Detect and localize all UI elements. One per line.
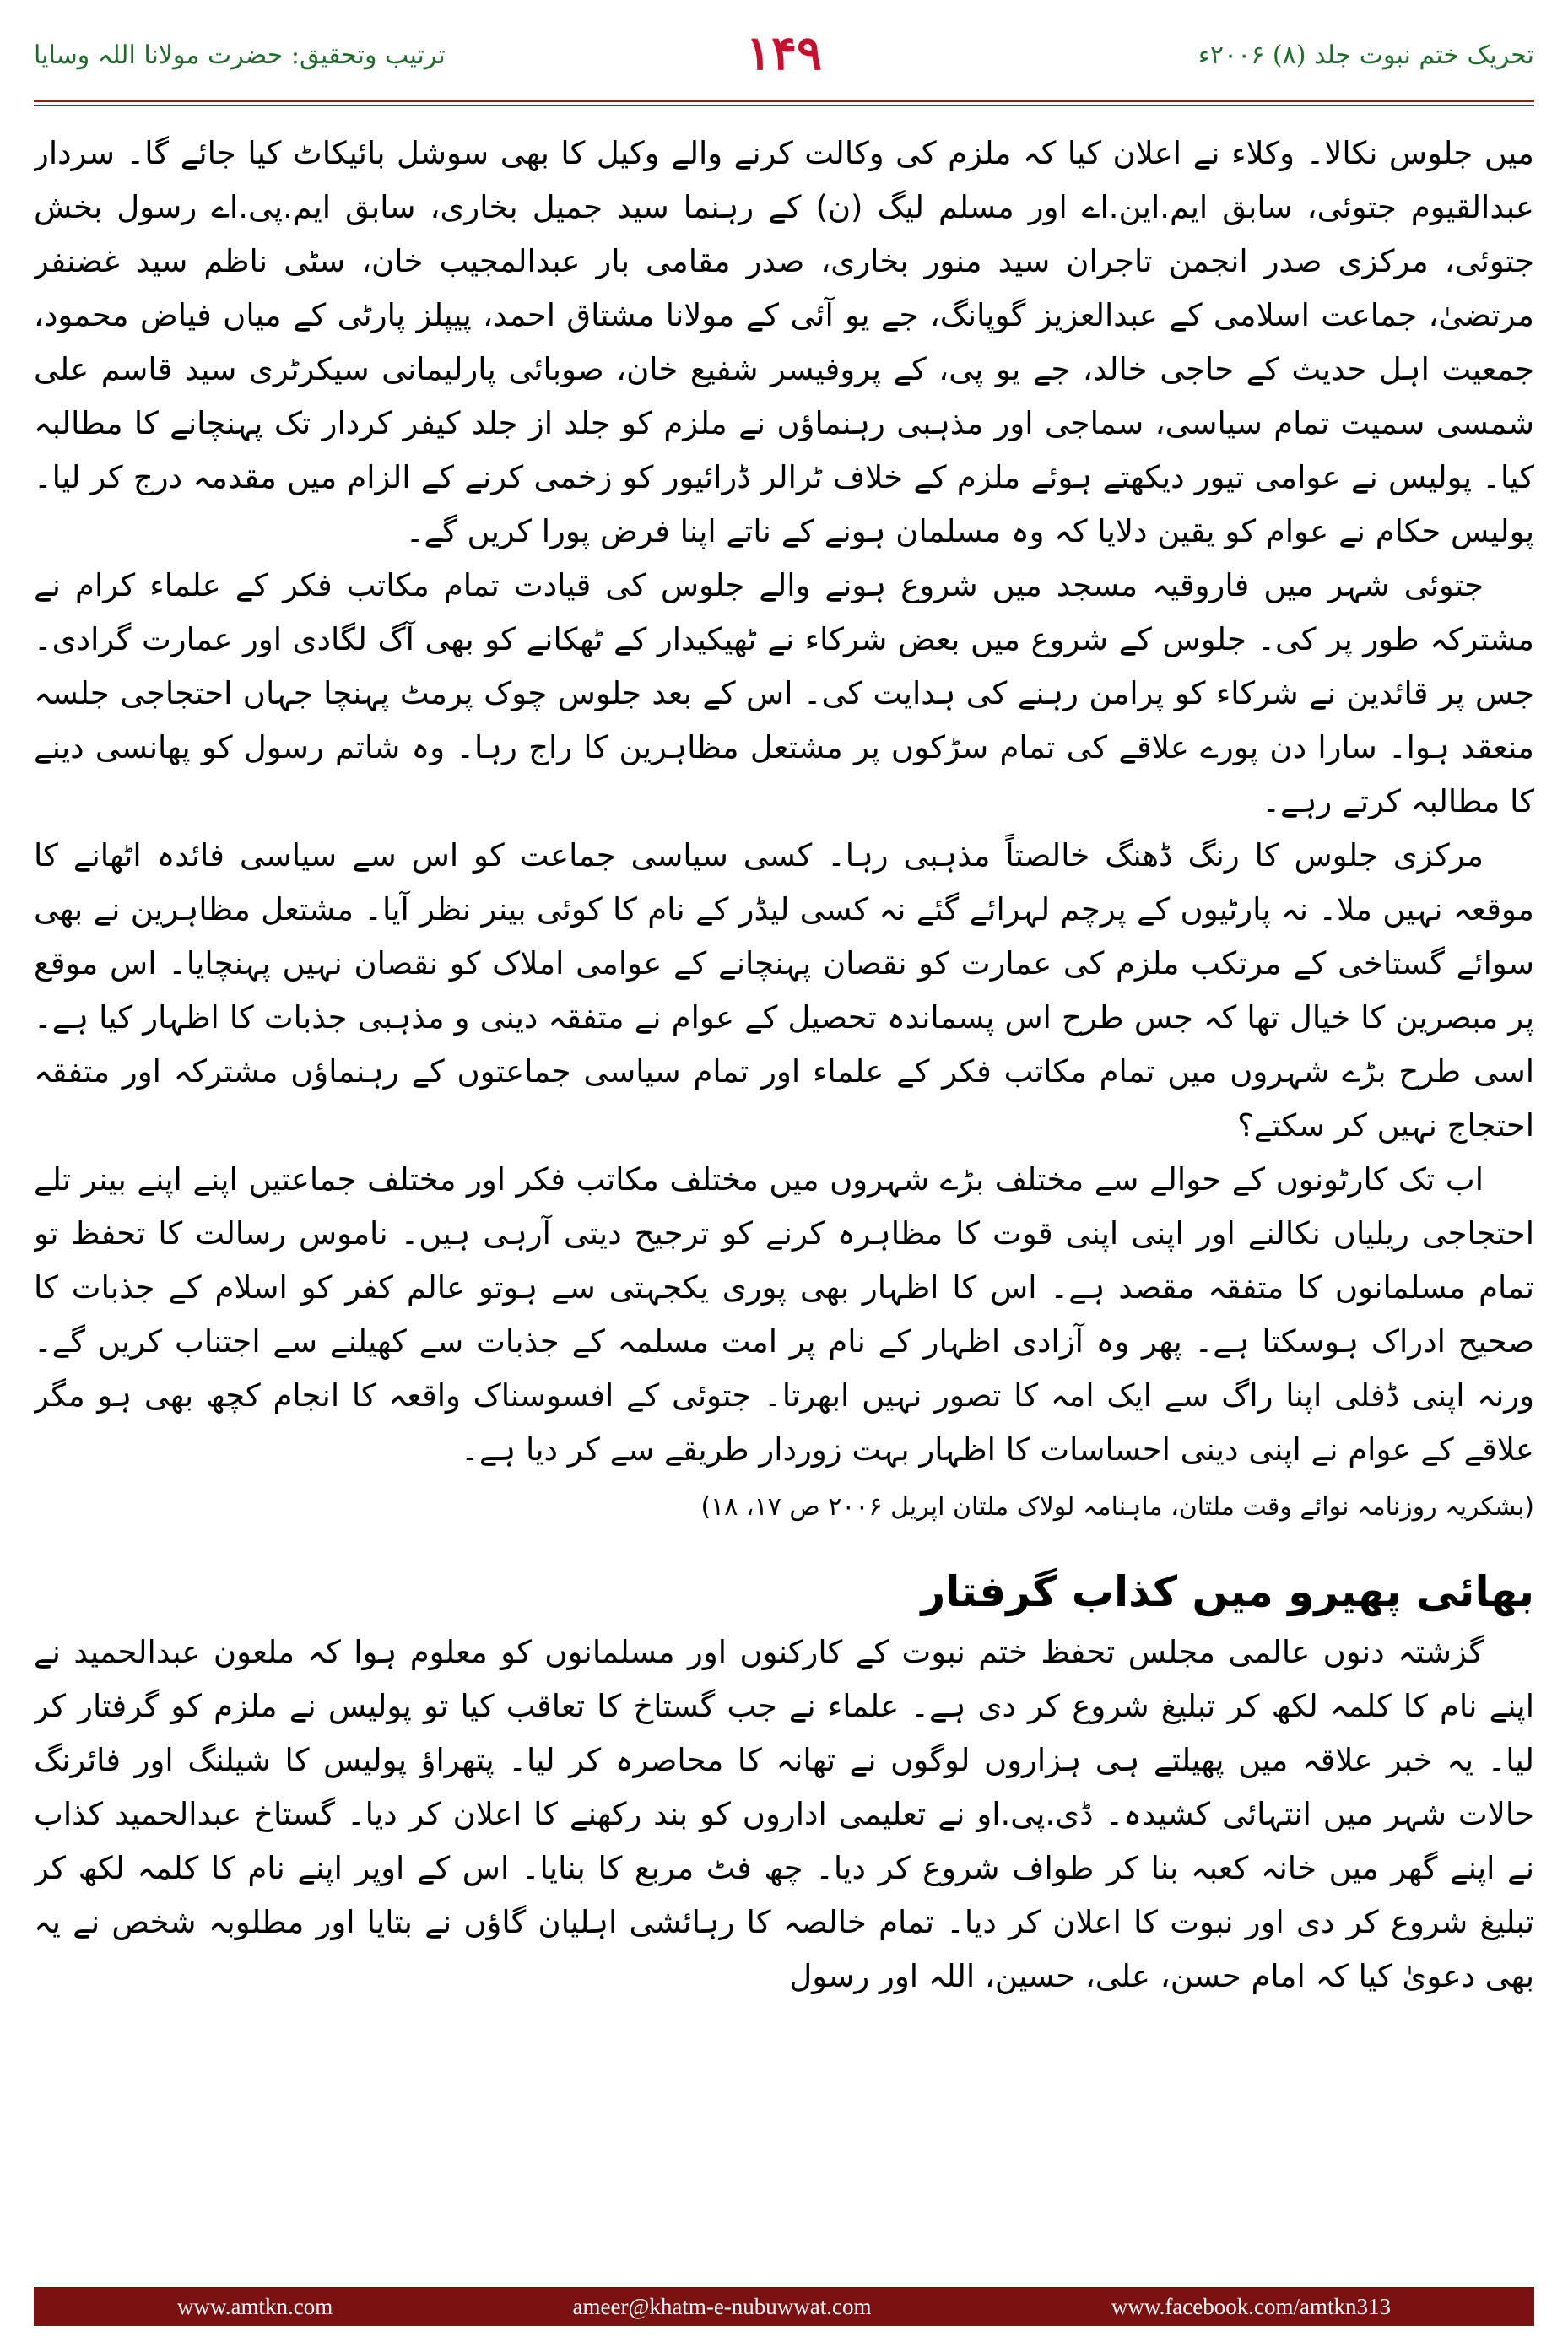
book-title: تحریک ختم نبوت جلد (۸) ۲۰۰۶ء xyxy=(1198,41,1534,70)
header-divider-thin xyxy=(34,105,1534,106)
paragraph-4: اب تک کارٹونوں کے حوالے سے مختلف بڑے شہروں میں مختلف مکاتب فکر اور مختلف جماعتیں اپنے اپنے بینر تلے احتجاجی ریلیاں نکالنے اور اپنی اپنی قوت کا مظاہرہ کرنے کو ترجیح دیتی آرہی ہیں۔ ناموس رسالت کا تحفظ تو تمام مسلمانوں کا متفقہ مقصد ہے۔ اس کا اظہار بھی پوری یکجہتی سے ہوتو عالم کفر کو اسلام کے جذبات کا صحیح ادراک ہوسکتا ہے۔ پھر وہ آزادی اظہار کے نام پر امت مسلمہ کے جذبات سے کھیلنے سے اجتناب کریں گے۔ ورنہ اپنی ڈفلی اپنا راگ سے ایک امہ کا تصور نہیں ابھرتا۔ جتوئی کے افسوسناک واقعہ کا انجام کچھ بھی ہو مگر علاقے کے عوام نے اپنی دینی احساسات کا اظہار بہت زوردار طریقے سے کر دیا ہے۔ xyxy=(34,1161,1534,1468)
footer-bar xyxy=(34,2287,1534,2326)
website-link[interactable]: www.amtkn.com xyxy=(177,2293,333,2319)
paragraph-1: میں جلوس نکالا۔ وکلاء نے اعلان کیا کہ ملزم کی وکالت کرنے والے وکیل کا بھی سوشل بائیکاٹ کیا جائے گا۔ سردار عبدالقیوم جتوئی، سابق ایم.این.اے اور مسلم لیگ (ن) کے رہنما سید جمیل بخاری، سابق ایم.پی.اے رسول بخش جتوئی، مرکزی صدر انجمن تاجران سید منور بخاری، صدر مقامی بار عبدالمجیب خان، سٹی ناظم سید غضنفر مرتضیٰ، جماعت اسلامی کے عبدالعزیز گوپانگ، جے یو آئی کے مولانا مشتاق احمد، پیپلز پارٹی کے میاں فیاض محمود، جمعیت اہل حدیث کے حاجی خالد، جے یو پی، کے پروفیسر شفیع خان، صوبائی پارلیمانی سیکرٹری سید قاسم علی شمسی سمیت تمام سیاسی، سماجی اور مذہبی رہنماؤں نے ملزم کو جلد از جلد کیفر کردار تک پہنچانے کا مطالبہ کیا۔ پولیس نے عوامی تیور دیکھتے ہوئے ملزم کے خلاف ٹرالر ڈرائیور کو زخمی کرنے کے الزام میں مقدمہ درج کر لیا۔ پولیس حکام نے عوام کو یقین دلایا کہ وہ مسلمان ہونے کے ناتے اپنا فرض پورا کریں گے۔ xyxy=(34,135,1534,549)
compiler-credit: ترتیب وتحقیق: حضرت مولانا اللہ وسایا xyxy=(34,41,446,70)
paragraph-2: جتوئی شہر میں فاروقیہ مسجد میں شروع ہونے والے جلوس کی قیادت تمام مکاتب فکر کے علماء کرام نے مشترکہ طور پر کی۔ جلوس کے شروع میں بعض شرکاء نے ٹھیکیدار کے ٹھکانے کو بھی آگ لگادی اور عمارت گرادی۔ جس پر قائدین نے شرکاء کو پرامن رہنے کی ہدایت کی۔ اس کے بعد جلوس چوک پرمٹ پہنچا جہاں احتجاجی جلسہ منعقد ہوا۔ سارا دن پورے علاقے کی تمام سڑکوں پر مشتعل مظاہرین کا راج رہا۔ وہ شاتم رسول کو پھانسی دینے کا مطالبہ کرتے رہے۔ xyxy=(34,567,1534,819)
page-body xyxy=(34,127,1534,2262)
page-header xyxy=(34,25,1534,84)
page-number: ۱۴۹ xyxy=(745,25,823,81)
section-paragraph: گزشتہ دنوں عالمی مجلس تحفظ ختم نبوت کے کارکنوں اور مسلمانوں کو معلوم ہوا کہ ملعون عبدالحمید نے اپنے نام کا کلمہ لکھ کر تبلیغ شروع کر دی ہے۔ علماء نے جب گستاخ کا تعاقب کیا تو پولیس نے ملزم کو گرفتار کر لیا۔ یہ خبر علاقہ میں پھیلتے ہی ہزاروں لوگوں نے تھانہ کا محاصرہ کر لیا۔ پتھراؤ پولیس کا شیلنگ اور فائرنگ حالات شہر میں انتہائی کشیدہ۔ ڈی.پی.او نے تعلیمی اداروں کو بند رکھنے کا اعلان کر دیا۔ گستاخ عبدالحمید کذاب نے اپنے گھر میں خانہ کعبہ بنا کر طواف شروع کر دیا۔ چھ فٹ مربع کا بنایا۔ اس کے اوپر اپنے نام کا کلمہ لکھ کر تبلیغ شروع کر دی اور نبوت کا اعلان کر دیا۔ تمام خالصہ کا رہائشی اہلیان گاؤں نے بتایا اور مطلوبہ شخص نے یہ بھی دعویٰ کیا کہ امام حسن، علی، حسین، اللہ اور رسول xyxy=(34,1634,1534,1994)
email-link[interactable]: ameer@khatm-e-nubuwwat.com xyxy=(572,2293,872,2319)
facebook-link[interactable]: www.facebook.com/amtkn313 xyxy=(1111,2293,1391,2319)
page-footer xyxy=(34,2287,1534,2329)
section-heading: بھائی پھیرو میں کذاب گرفتار xyxy=(921,1567,1534,1616)
paragraph-3: مرکزی جلوس کا رنگ ڈھنگ خالصتاً مذہبی رہا۔ کسی سیاسی جماعت کو اس سے سیاسی فائدہ اٹھانے کا موقعہ نہیں ملا۔ نہ پارٹیوں کے پرچم لہرائے گئے نہ کسی لیڈر کے نام کا کوئی بینر نظر آیا۔ مشتعل مظاہرین نے بھی سوائے گستاخی کے مرتکب ملزم کی عمارت کو نقصان پہنچانے کے عوامی املاک کو نقصان نہیں پہنچایا۔ اس موقع پر مبصرین کا خیال تھا کہ جس طرح اس پسماندہ تحصیل کے عوام نے متفقہ دینی و مذہبی جذبات کا اظہار کیا ہے۔ اسی طرح بڑے شہروں میں تمام مکاتب فکر کے علماء اور تمام سیاسی جماعتوں کے رہنماؤں مشترکہ اور متفقہ احتجاج نہیں کر سکتے؟ xyxy=(34,837,1534,1144)
source-citation: (بشکریہ روزنامہ نوائے وقت ملتان، ماہنامہ لولاک ملتان اپریل ۲۰۰۶ ص ۱۷، ۱۸) xyxy=(700,1492,1534,1522)
header-divider xyxy=(34,100,1534,102)
